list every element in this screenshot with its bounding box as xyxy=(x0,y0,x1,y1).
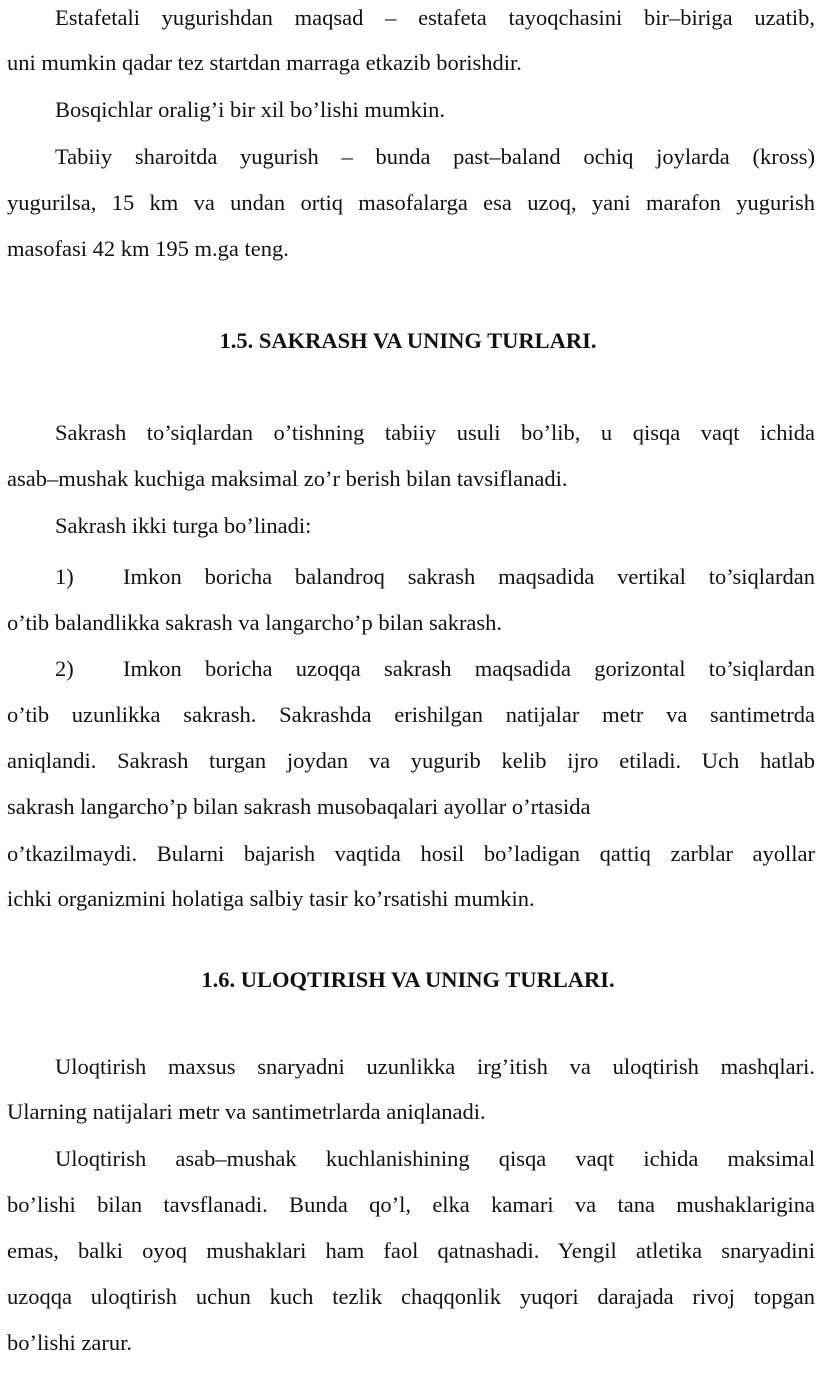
paragraph-line: yugurilsa, 15 km va undan ortiq masofalarga esa uzoq, yani marafon yugurish xyxy=(7,190,815,215)
list-item-line: sakrash langarcho’p bilan sakrash musobaqalari ayollar o’rtasida xyxy=(7,794,591,819)
list-item-line: Imkon boricha balandroq sakrash maqsadida vertikal to’siqlardan xyxy=(123,564,815,589)
list-item-line: o’tib uzunlikka sakrash. Sakrashda erishilgan natijalar metr va santimetrda xyxy=(7,702,815,727)
paragraph-line: Bosqichlar oralig’i bir xil bo’lishi mumkin. xyxy=(55,97,445,122)
section-heading: 1.6. ULOQTIRISH VA UNING TURLARI. xyxy=(201,967,615,992)
list-item-line: o’tib balandlikka sakrash va langarcho’p bilan sakrash. xyxy=(7,610,503,635)
paragraph-line: emas, balki oyoq mushaklari ham faol qatnashadi. Yengil atletika snaryadini xyxy=(7,1238,815,1263)
paragraph-line: Sakrash ikki turga bo’linadi: xyxy=(55,513,312,538)
paragraph-line: Estafetali yugurishdan maqsad – estafeta tayoqchasini bir–biriga uzatib, xyxy=(55,5,815,30)
paragraph-line: masofasi 42 km 195 m.ga teng. xyxy=(7,236,289,261)
list-item-line: aniqlandi. Sakrash turgan joydan va yugurib kelib ijro etiladi. Uch hatlab xyxy=(7,748,815,773)
paragraph-line: bo’lishi zarur. xyxy=(7,1330,132,1355)
paragraph-line: Ularning natijalari metr va santimetrlarda aniqlanadi. xyxy=(7,1099,486,1124)
list-item-line: ichki organizmini holatiga salbiy tasir ko’rsatishi mumkin. xyxy=(7,886,535,911)
paragraph-line: Sakrash to’siqlardan o’tishning tabiiy usuli bo’lib, u qisqa vaqt ichida xyxy=(55,420,815,445)
list-item-line: Imkon boricha uzoqqa sakrash maqsadida gorizontal to’siqlardan xyxy=(123,656,815,681)
paragraph-line: Uloqtirish maxsus snaryadni uzunlikka irg’itish va uloqtirish mashqlari. xyxy=(55,1054,815,1079)
paragraph-line: uzoqqa uloqtirish uchun kuch tezlik chaqqonlik yuqori darajada rivoj topgan xyxy=(7,1284,815,1309)
list-number: 2) xyxy=(55,656,74,681)
paragraph-line: asab–mushak kuchiga maksimal zo’r berish bilan tavsiflanadi. xyxy=(7,466,568,491)
section-heading: 1.5. SAKRASH VA UNING TURLARI. xyxy=(219,328,597,353)
paragraph-line: uni mumkin qadar tez startdan marraga etkazib borishdir. xyxy=(7,50,522,75)
paragraph-line: Uloqtirish asab–mushak kuchlanishining qisqa vaqt ichida maksimal xyxy=(55,1146,815,1171)
list-number: 1) xyxy=(55,564,74,589)
paragraph-line: bo’lishi bilan tavsflanadi. Bunda qo’l, elka kamari va tana mushaklarigina xyxy=(7,1192,815,1217)
paragraph-line: Tabiiy sharoitda yugurish – bunda past–baland ochiq joylarda (kross) xyxy=(55,144,815,169)
list-item-line: o’tkazilmaydi. Bularni bajarish vaqtida hosil bo’ladigan qattiq zarblar ayollar xyxy=(7,841,815,866)
